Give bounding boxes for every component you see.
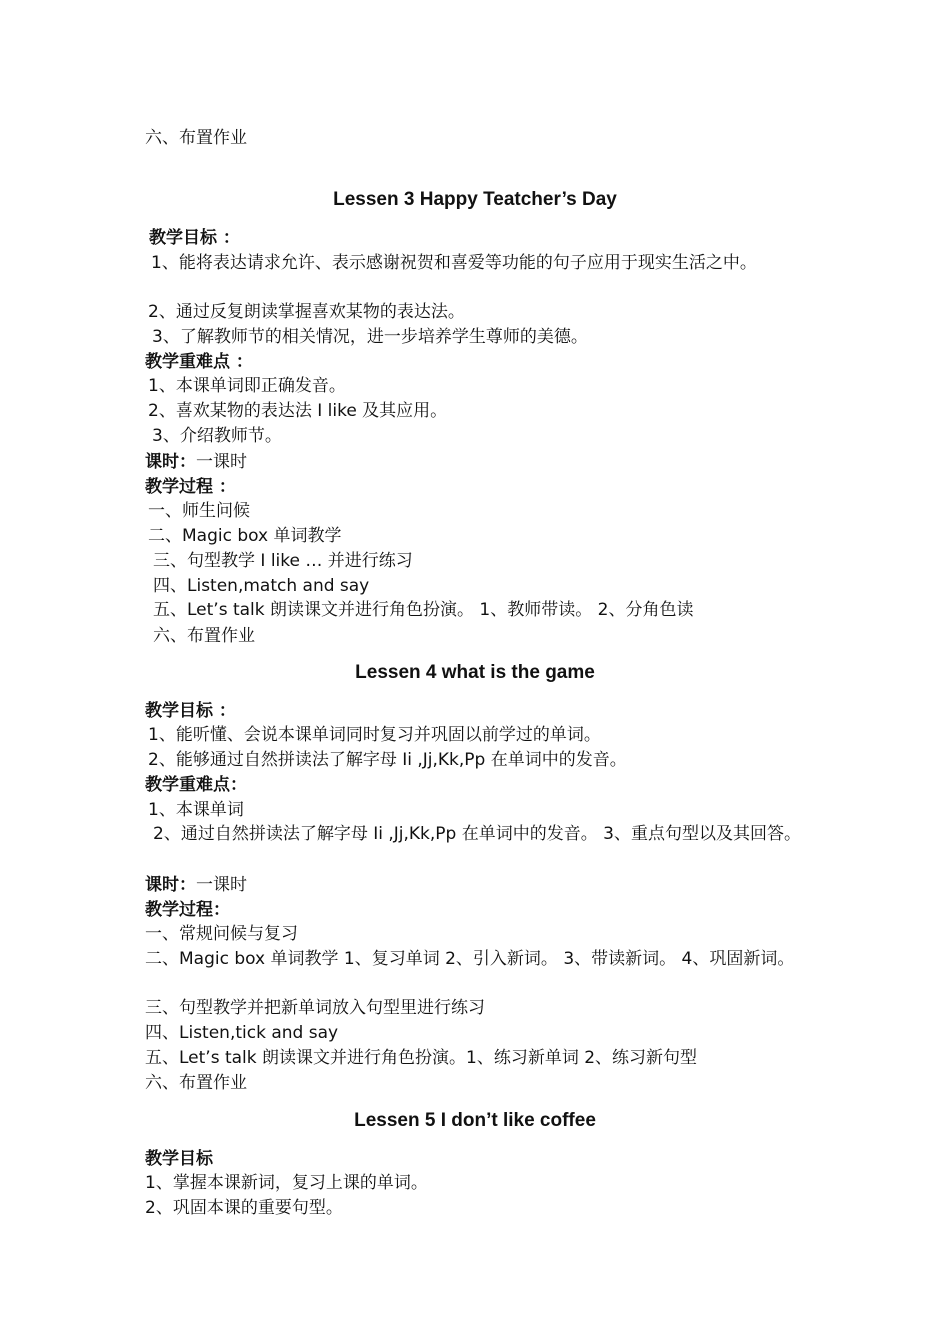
lesson3-step-6: 六、布置作业 xyxy=(153,626,255,646)
lesson3-key-2: 2、喜欢某物的表达法 I like 及其应用。 xyxy=(148,401,448,421)
lesson3-process-label: 教学过程 ： xyxy=(145,477,236,497)
lesson3-title: Lessen 3 Happy Teatcher’s Day xyxy=(333,189,617,210)
lesson3-key-label: 教学重难点 ： xyxy=(145,352,253,372)
lesson5-goal-2: 2、巩固本课的重要句型。 xyxy=(145,1198,343,1218)
lesson3-step-4: 四、Listen,match and say xyxy=(153,576,370,596)
lesson3-step-5: 五、Let’s talk 朗读课文并进行角色扮演。 1、教师带读。 2、分角色读 xyxy=(153,600,694,620)
lesson4-goal-label: 教学目标 ： xyxy=(145,701,236,721)
lesson4-step-3: 三、句型教学并把新单词放入句型里进行练习 xyxy=(145,998,485,1018)
lesson3-goal-2: 2、通过反复朗读掌握喜欢某物的表达法。 xyxy=(148,302,465,322)
lesson3-period-value: 一课时 xyxy=(196,452,247,472)
lesson4-key-2: 2、通过自然拼读法了解字母 Ii ,Jj,Kk,Pp 在单词中的发音。 3、重点句型以及其回答。 xyxy=(153,824,801,844)
lesson4-step-5: 五、Let’s talk 朗读课文并进行角色扮演。1、练习新单词 2、练习新句型 xyxy=(145,1048,698,1068)
lesson3-key-1: 1、本课单词即正确发音。 xyxy=(148,376,346,396)
lesson4-step-6: 六、布置作业 xyxy=(145,1073,247,1093)
lesson3-goal-3: 3、了解教师节的相关情况，进一步培养学生尊师的美德。 xyxy=(152,327,588,347)
lesson3-step-2: 二、Magic box 单词教学 xyxy=(148,526,342,546)
lesson3-goal-label: 教学目标 ： xyxy=(149,228,240,248)
lesson3-period xyxy=(145,450,810,475)
lesson4-goal-1: 1、能听懂、会说本课单词同时复习并巩固以前学过的单词。 xyxy=(148,725,601,745)
lesson4-step-4: 四、Listen,tick and say xyxy=(145,1023,339,1043)
lesson4-title: Lessen 4 what is the game xyxy=(355,662,595,683)
lesson4-period-label: 课时： xyxy=(145,875,196,895)
lesson3-period-label: 课时： xyxy=(145,452,196,472)
lesson3-key-3: 3、介绍教师节。 xyxy=(152,426,282,446)
homework-line: 六、布置作业 xyxy=(145,128,247,148)
lesson4-key-label: 教学重难点： xyxy=(145,775,247,795)
lesson5-title: Lessen 5 I don’t like coffee xyxy=(354,1110,596,1131)
lesson4-key-1: 1、本课单词 xyxy=(148,800,244,820)
lesson4-period-value: 一课时 xyxy=(196,875,247,895)
lesson3-goal-1: 1、能将表达请求允许、表示感谢祝贺和喜爱等功能的句子应用于现实生活之中。 xyxy=(151,253,757,273)
lesson4-period xyxy=(145,873,810,898)
lesson3-step-1: 一、师生问候 xyxy=(148,501,250,521)
lesson4-goal-2: 2、能够通过自然拼读法了解字母 Ii ,Jj,Kk,Pp 在单词中的发音。 xyxy=(148,750,627,770)
lesson3-step-3: 三、句型教学 I like … 并进行练习 xyxy=(153,551,413,571)
lesson4-step-2: 二、Magic box 单词教学 1、复习单词 2、引入新词。 3、带读新词。 4、巩固新词。 xyxy=(145,949,795,969)
lesson4-step-1: 一、常规问候与复习 xyxy=(145,924,298,944)
lesson5-goal-1: 1、掌握本课新词，复习上课的单词。 xyxy=(145,1173,428,1193)
lesson5-goal-label: 教学目标 xyxy=(145,1149,213,1169)
lesson4-process-label: 教学过程： xyxy=(145,900,230,920)
